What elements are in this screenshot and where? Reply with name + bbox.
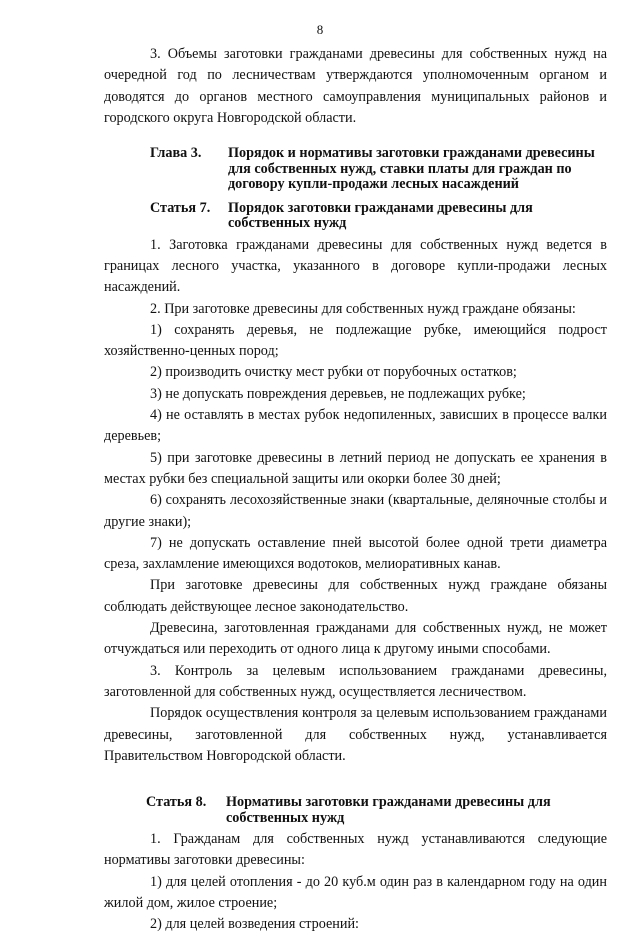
article-7-paragraph: 3. Контроль за целевым использованием гражданами древесины, заготовленной для собственных нужд, осуществляется лесничеством. xyxy=(104,662,607,700)
article-7-paragraph: 1. Заготовка гражданами древесины для собственных нужд ведется в границах лесного участка, указанного в договоре купли-продажи лесных насаждений. xyxy=(104,236,607,296)
article-7-list-item: 7) не допускать оставление пней высотой более одной трети диаметра среза, захламление имеющихся водотоков, мелиоративных канав. xyxy=(104,534,607,573)
chapter-3-label: Глава 3. xyxy=(150,145,202,162)
article-8-list-item: 2) для целей возведения строений: xyxy=(150,916,359,933)
article-7-list-item: 1) сохранять деревья, не подлежащие рубке, имеющийся подрост хозяйственно-ценных пород; xyxy=(104,321,607,360)
article-8-heading xyxy=(104,795,607,826)
article-8-list-item: 1) для целей отопления - до 20 куб.м один раз в календарном году на один жилой дом, жилое строение; xyxy=(104,873,607,911)
article-8-label: Статья 8. xyxy=(146,794,207,811)
article-7-list-item: 3) не допускать повреждения деревьев, не подлежащих рубке; xyxy=(150,385,526,402)
article-7-heading xyxy=(104,201,607,232)
article-7-label: Статья 7. xyxy=(150,199,211,216)
article-8-title: Нормативы заготовки гражданами древесины для собственных нужд xyxy=(226,794,551,826)
article-7-list-item: 2) производить очистку мест рубки от порубочных остатков; xyxy=(150,364,517,381)
article-7-paragraph: Древесина, заготовленная гражданами для собственных нужд, не может отчуждаться или переходить от одного лица к другому иными способами. xyxy=(104,620,607,658)
article-7-list-item: 5) при заготовке древесины в летний период не допускать ее хранения в местах рубки без специальной защиты или окорки более 30 дней; xyxy=(104,449,607,487)
article-7-paragraph: При заготовке древесины для собственных нужд граждане обязаны соблюдать действующее лесное законодательство. xyxy=(104,577,607,615)
intro-paragraph: 3. Объемы заготовки гражданами древесины для собственных нужд на очередной год по лесничествам утверждаются уполномоченным органом и доводятся до органов местного самоуправления муниципальных районов и городского округа Новгородской области. xyxy=(104,46,607,126)
article-7-paragraph: Порядок осуществления контроля за целевым использованием гражданами древесины, заготовленной для собственных нужд, устанавливается Правительством Новгородской области. xyxy=(104,705,607,764)
article-7-list-item: 6) сохранять лесохозяйственные знаки (квартальные, деляночные столбы и другие знаки); xyxy=(104,492,607,530)
article-8-paragraph: 1. Гражданам для собственных нужд устанавливаются следующие нормативы заготовки древесины: xyxy=(104,831,607,869)
page-number: 8 xyxy=(316,22,324,37)
chapter-3-heading xyxy=(104,146,607,193)
document-body xyxy=(104,44,607,936)
article-7-title: Порядок заготовки гражданами древесины для собственных нужд xyxy=(228,199,533,232)
article-7-paragraph: 2. При заготовке древесины для собственных нужд граждане обязаны: xyxy=(150,300,576,317)
article-7-list-item: 4) не оставлять в местах рубок недопиленных, зависших в процессе валки деревьев; xyxy=(104,407,607,445)
chapter-3-title: Порядок и нормативы заготовки гражданами древесины для собственных нужд, ставки платы для граждан по договору купли-продажи лесных насаждений xyxy=(228,145,595,193)
